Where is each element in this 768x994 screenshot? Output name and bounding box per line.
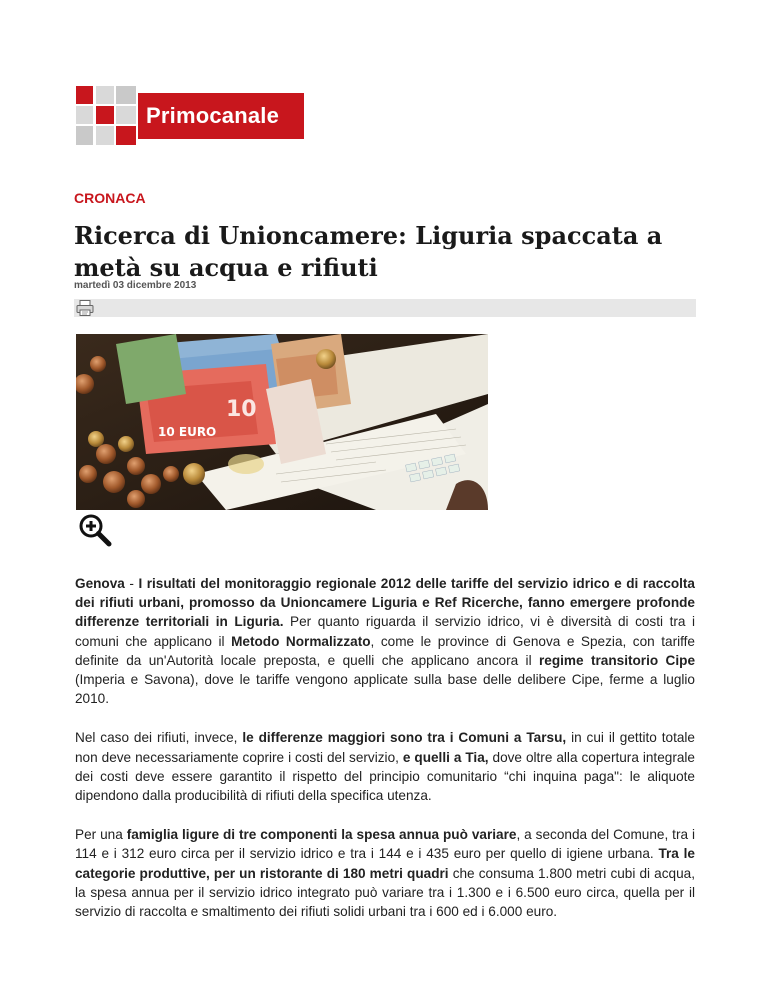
bold-text-run: le differenze maggiori sono tra i Comuni a Tarsu, xyxy=(242,730,567,746)
bold-text-run: famiglia ligure di tre componenti la spesa annua può variare xyxy=(126,827,517,843)
article-toolbar xyxy=(74,299,696,317)
zoom-in-icon[interactable] xyxy=(77,513,113,547)
bold-text-run: Metodo Normalizzato xyxy=(231,633,371,649)
text-run: Per una xyxy=(75,827,127,843)
article-photo[interactable] xyxy=(76,334,488,510)
text-run: in cui il gettito totale non deve necessariamente coprire i costi del servizio, xyxy=(75,730,695,765)
text-run: che consuma 1.800 metri cubi di acqua, la spesa annua per il servizio idrico integrato può variare tra i 1.300 e i 6.500 euro circa, quella per il servizio di raccolta e smaltimento dei rifiuti solidi urbani tra i 600 ed i 6.000 euro. xyxy=(75,865,695,920)
bold-text-run: regime transitorio Cipe xyxy=(538,652,696,668)
text-run: , come le province di Genova e Spezia, con tariffe definite da un'Autorità locale preposta, e quelli che applicano ancora il xyxy=(75,633,695,668)
primocanale-logo[interactable] xyxy=(74,84,304,147)
logo-wordmark: Primocanale xyxy=(138,93,304,139)
bold-text-run: I risultati del monitoraggio regionale 2012 delle tariffe del servizio idrico e di raccolta dei rifiuti urbani, promosso da Unioncamere Liguria e Ref Ricerche, fanno emergere profonde differenze territoriali in Liguria. xyxy=(75,576,695,630)
text-run: dove oltre alla copertura integrale dei costi deve essere garantito il rispetto del principio comunitario “chi inquina paga": le aliquote dipendono dalla producibilità di rifiuti della specifica utenza. xyxy=(75,749,695,804)
text-run: - xyxy=(124,576,139,591)
bold-text-run: Tra le categorie produttive, per un ristorante di 180 metri quadri xyxy=(75,846,695,881)
text-run: Per quanto riguarda il servizio idrico, vi è diversità di costi tra i comuni che applicano il xyxy=(75,614,695,649)
article-paragraph xyxy=(75,728,695,805)
article-date: martedì 03 dicembre 2013 xyxy=(74,280,197,291)
text-run: (Imperia e Savona), dove le tariffe vengono applicate sulla base delle delibere Cipe, ferme a luglio 2010. xyxy=(75,672,695,707)
text-run: , a seconda del Comune, tra i 114 e i 312 euro circa per il servizio idrico e tra i 144 e i 435 euro per quello di igiene urbana. xyxy=(75,827,695,862)
section-label[interactable]: CRONACA xyxy=(74,190,146,206)
printer-icon[interactable] xyxy=(74,299,96,317)
bold-text-run: Genova xyxy=(75,576,125,591)
article-paragraph xyxy=(75,825,695,921)
svg-text:10 EURO: 10 EURO xyxy=(158,425,217,439)
bold-text-run: e quelli a Tia, xyxy=(402,749,489,765)
logo-grid-graphic xyxy=(74,84,138,147)
article-title: Ricerca di Unioncamere: Liguria spaccata a metà su acqua e rifiuti xyxy=(74,221,663,282)
svg-text:10: 10 xyxy=(226,397,257,422)
article-body xyxy=(75,574,695,941)
text-run: Nel caso dei rifiuti, invece, xyxy=(75,730,243,746)
article-paragraph xyxy=(75,574,695,708)
photo-euro-banknotes-and-bills xyxy=(76,334,488,510)
